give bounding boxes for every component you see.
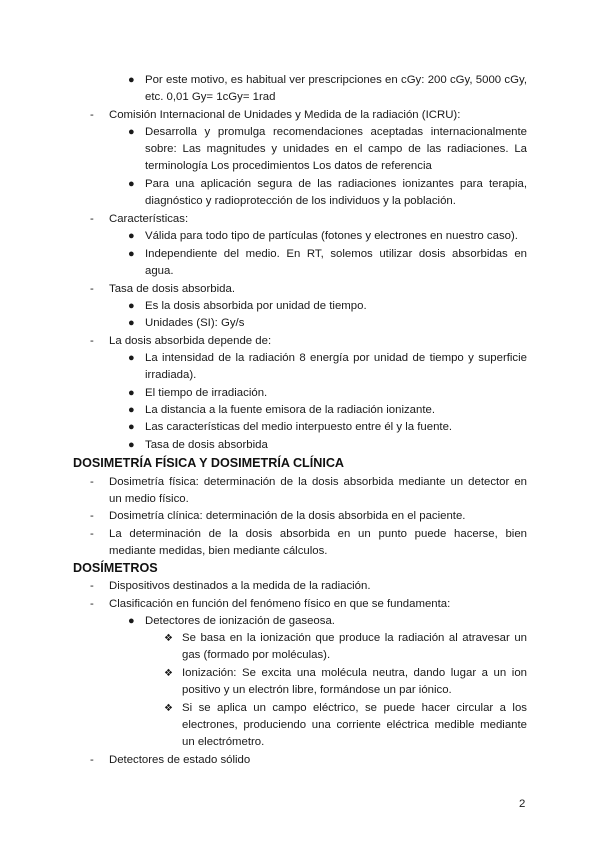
list-item-caracteristicas: Características: [109,213,189,225]
dash-marker: - [90,476,94,488]
diamond-bullet-icon: ❖ [164,668,173,679]
text-line: positivo y un electrón libre, formándose un par iónico. [182,684,452,696]
dash-marker: - [90,754,94,766]
bullet-dot: ● [128,248,135,260]
text-line: Se basa en la ionización que produce la radiación al atravesar un [182,632,527,644]
text-line: Es la dosis absorbida por unidad de tiempo. [145,300,367,312]
diamond-bullet-icon: ❖ [164,633,173,644]
text-line: irradiada). [145,369,197,381]
text-line: Ionización: Se excita una molécula neutra, dando lugar a un ion [182,667,527,679]
text-line: Dosimetría física: determinación de la dosis absorbida mediante un detector en [109,476,527,488]
bullet-dot: ● [128,352,135,364]
bullet-dot: ● [128,615,135,627]
bullet-dot: ● [128,230,135,242]
text-line: La intensidad de la radiación 8 energía por unidad de tiempo y superficie [145,352,527,364]
text-line: un medio físico. [109,493,189,505]
text-line: electrones, produciendo una corriente eléctrica medible mediante [182,719,527,731]
text-line: diagnóstico y radioprotección de los individuos y la población. [145,195,456,207]
text-line: Para una aplicación segura de las radiaciones ionizantes para terapia, [145,178,527,190]
text-line: gas (formado por moléculas). [182,649,331,661]
text-line: La distancia a la fuente emisora de la radiación ionizante. [145,404,436,416]
section-heading: DOSÍMETROS [73,561,158,575]
text-line: Por este motivo, es habitual ver prescripciones en cGy: 200 cGy, 5000 cGy, [145,74,527,86]
bullet-dot: ● [128,421,135,433]
dash-marker: - [90,213,94,225]
list-item-tasa: Tasa de dosis absorbida. [109,283,236,295]
text-line: un electrómetro. [182,736,265,748]
text-line: sobre: Las magnitudes y unidades en el campo de las radiaciones. La [145,143,527,155]
section-heading: DOSIMETRÍA FÍSICA Y DOSIMETRÍA CLÍNICA [73,456,345,470]
dash-marker: - [90,580,94,592]
text-line: Detectores de estado sólido [109,754,251,766]
text-line: terminología Los procedimientos Los datos de referencia [145,160,432,172]
text-line: Dosimetría clínica: determinación de la dosis absorbida en el paciente. [109,510,466,522]
dash-marker: - [90,335,94,347]
dash-marker: - [90,598,94,610]
text-line: Clasificación en función del fenómeno físico en que se fundamenta: [109,598,451,610]
dash-marker: - [90,528,94,540]
text-line: Independiente del medio. En RT, solemos utilizar dosis absorbidas en [145,248,527,260]
text-line: La determinación de la dosis absorbida en un punto puede hacerse, bien [109,528,527,540]
text-line: Dispositivos destinados a la medida de la radiación. [109,580,371,592]
text-line: agua. [145,265,174,277]
text-line: Tasa de dosis absorbida [145,439,268,451]
diamond-bullet-icon: ❖ [164,703,173,714]
bullet-dot: ● [128,439,135,451]
dash-marker: - [90,283,94,295]
text-line: Detectores de ionización de gaseosa. [145,615,335,627]
bullet-dot: ● [128,317,135,329]
text-line: mediante medidas, bien mediante cálculos. [109,545,328,557]
text-line: Unidades (SI): Gy/s [145,317,245,329]
bullet-dot: ● [128,300,135,312]
bullet-dot: ● [128,404,135,416]
text-line: Válida para todo tipo de partículas (fotones y electrones en nuestro caso). [145,230,518,242]
list-item-depende: La dosis absorbida depende de: [109,335,272,347]
dash-marker: - [90,109,94,121]
bullet-dot: ● [128,178,135,190]
page-number: 2 [519,798,526,810]
text-line: etc. 0,01 Gy= 1cGy= 1rad [145,91,276,103]
bullet-dot: ● [128,126,135,138]
bullet-dot: ● [128,387,135,399]
list-item-icru: Comisión Internacional de Unidades y Medida de la radiación (ICRU): [109,109,461,121]
text-line: El tiempo de irradiación. [145,387,268,399]
text-line: Si se aplica un campo eléctrico, se puede hacer circular a los [182,702,527,714]
bullet-dot: ● [128,74,135,86]
dash-marker: - [90,510,94,522]
text-line: Las características del medio interpuesto entre él y la fuente. [145,421,453,433]
text-line: Desarrolla y promulga recomendaciones aceptadas internacionalmente [145,126,527,138]
